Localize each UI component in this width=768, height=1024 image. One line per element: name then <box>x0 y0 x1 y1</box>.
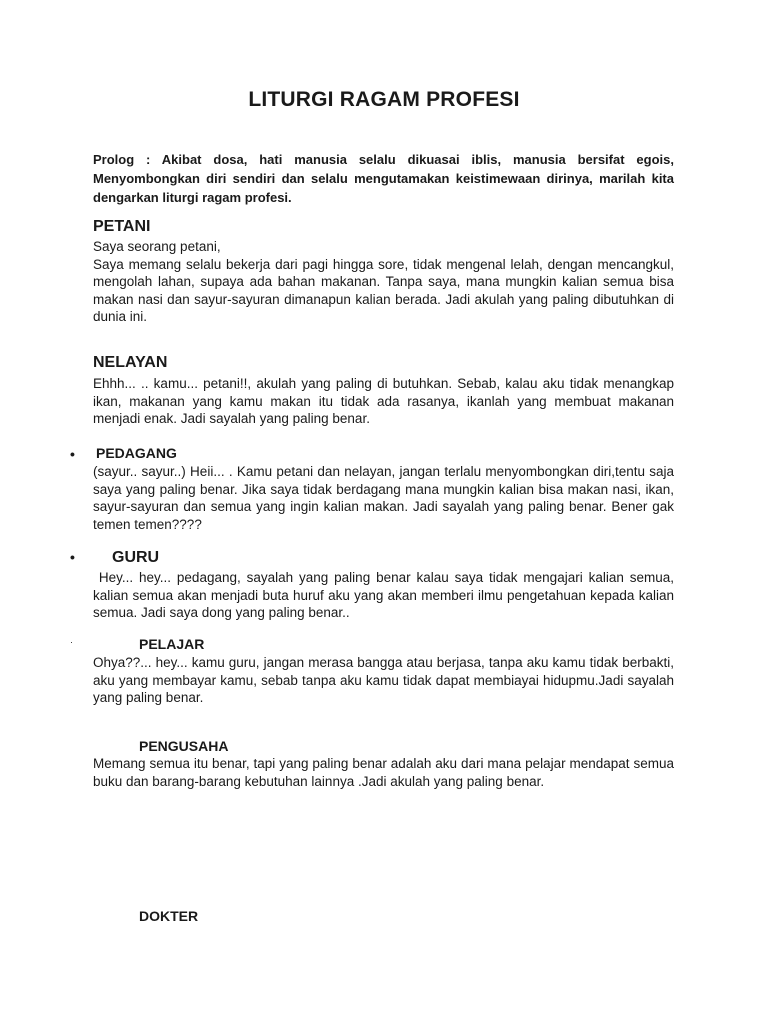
section-text-pelajar: Ohya??... hey... kamu guru, jangan merasa bangga atau berjasa, tanpa aku kamu tidak berbakti, aku yang membayar kamu, sebab tanpa aku kamu tidak dapat membiayai hidupmu.Jadi sayalah yang paling benar. <box>93 655 674 705</box>
section-heading-pedagang: PEDAGANG <box>96 445 177 461</box>
section-heading-petani: PETANI <box>93 218 151 235</box>
prolog-text: Prolog : Akibat dosa, hati manusia selalu dikuasai iblis, manusia bersifat egois, Menyombongkan diri sendiri dan selalu mengutamakan keistimewaan dirinya, marilah kita dengarkan liturgi ragam profesi. <box>93 152 674 205</box>
section-heading-nelayan: NELAYAN <box>93 354 168 371</box>
section-heading-pelajar: PELAJAR <box>139 636 205 652</box>
section-text-nelayan: Ehhh... .. kamu... petani!!, akulah yang paling di butuhkan. Sebab, kalau aku tidak menangkap ikan, makanan yang kamu makan itu tidak ada rasanya, ikanlah yang membuat makanan menjadi enak. Jadi sayalah yang paling benar. <box>93 376 674 426</box>
section-text-pedagang: (sayur.. sayur..) Heii... . Kamu petani dan nelayan, jangan terlalu menyombongkan diri,tentu saja saya yang paling benar. Jika saya tidak berdagang mana mungkin kalian bisa makan nasi, ikan, sayur-sayuran dan semua yang ingin kalian makan. Jadi sayalah yang paling benar. Bener gak temen temen???? <box>93 464 674 532</box>
section-text-pengusaha: Memang semua itu benar, tapi yang paling benar adalah aku dari mana pelajar mendapat semua buku dan barang-barang kebutuhan lainnya .Jadi akulah yang paling benar. <box>93 756 674 789</box>
bullet-marker: · <box>70 637 73 647</box>
document-title: LITURGI RAGAM PROFESI <box>248 88 520 111</box>
section-heading-guru: GURU <box>112 549 160 566</box>
section-text-guru: Hey... hey... pedagang, sayalah yang paling benar kalau saya tidak mengajari kalian semua, kalian semua akan menjadi buta huruf aku yang akan memberi ilmu pengetahuan kepada kalian semua. Jadi saya dong yang paling benar.. <box>93 570 678 620</box>
section-heading-pengusaha: PENGUSAHA <box>139 738 229 754</box>
section-text-petani: Saya seorang petani, Saya memang selalu bekerja dari pagi hingga sore, tidak mengenal lelah, dengan mencangkul, mengolah lahan, supaya ada bahan makanan. Tanpa saya, mana mungkin kalian semua bisa makan nasi dan sayur-sayuran dimanapun kalian berada. Jadi akulah yang paling dibutuhkan di dunia ini. <box>93 239 674 324</box>
section-heading-dokter: DOKTER <box>139 908 199 924</box>
bullet-marker: • <box>70 549 75 565</box>
bullet-marker: • <box>70 446 75 462</box>
